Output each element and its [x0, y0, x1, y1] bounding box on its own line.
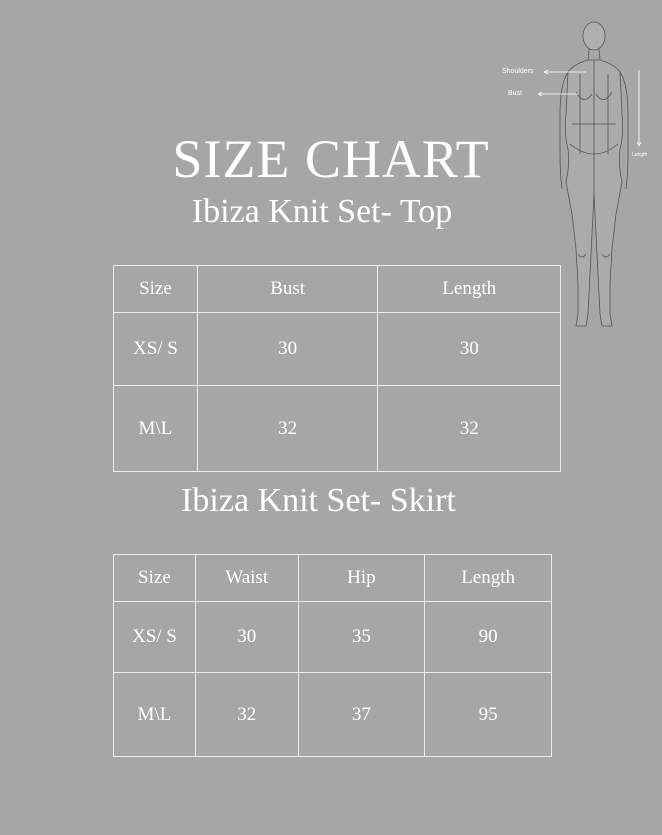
bust-label: Bust	[508, 90, 523, 97]
header-cell: Length	[425, 555, 552, 602]
table-row	[114, 386, 561, 472]
table-cell: 32	[195, 673, 298, 757]
table-cell: XS/ S	[114, 313, 198, 386]
header-cell: Waist	[195, 555, 298, 602]
table-header-row	[114, 555, 552, 602]
header-cell: Size	[114, 555, 196, 602]
table-cell: 30	[378, 313, 561, 386]
table-cell: 30	[197, 313, 378, 386]
shoulders-label: Shoulders	[502, 68, 534, 75]
table-cell: 30	[195, 602, 298, 673]
length-label: Length	[632, 152, 648, 158]
top-size-table	[113, 265, 561, 472]
table-header-row	[114, 266, 561, 313]
header-cell: Bust	[197, 266, 378, 313]
skirt-subtitle: Ibiza Knit Set- Skirt	[181, 482, 456, 519]
table-row	[114, 602, 552, 673]
table-cell: 37	[298, 673, 425, 757]
table-cell: 32	[197, 386, 378, 472]
table-row	[114, 313, 561, 386]
header-cell: Size	[114, 266, 198, 313]
table-row	[114, 673, 552, 757]
body-measurement-figure-icon	[500, 14, 662, 334]
skirt-size-table	[113, 554, 552, 757]
table-cell: 90	[425, 602, 552, 673]
table-cell: M\L	[114, 386, 198, 472]
table-cell: XS/ S	[114, 602, 196, 673]
table-cell: M\L	[114, 673, 196, 757]
page-title: SIZE CHART	[172, 129, 490, 189]
header-cell: Hip	[298, 555, 425, 602]
table-cell: 32	[378, 386, 561, 472]
header-cell: Length	[378, 266, 561, 313]
top-subtitle: Ibiza Knit Set- Top	[191, 193, 453, 230]
table-cell: 95	[425, 673, 552, 757]
table-cell: 35	[298, 602, 425, 673]
